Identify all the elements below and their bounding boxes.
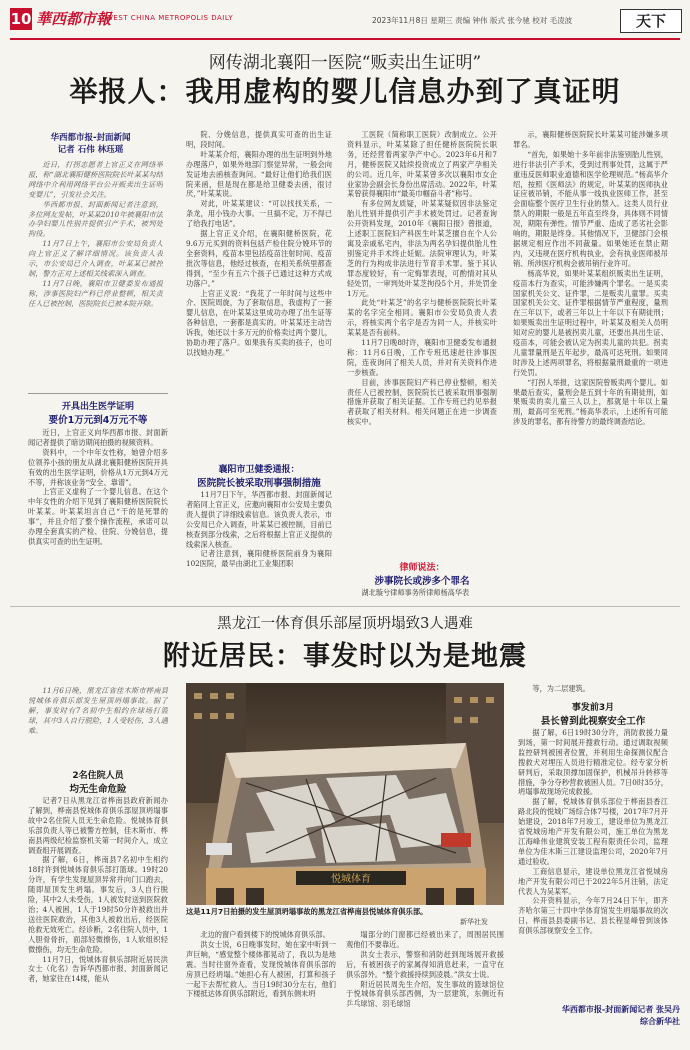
photo-caption: 这是11月7日拍摄的发生屋顶坍塌事故的黑龙江省桦南县悦城体育俱乐部。 (186, 907, 428, 916)
article1-col3-body: 工医院（简称职工医院）改制成立。公开资料显示，叶某某除了担任健桥医院院长职务，还经营着两家孕产中心。2023年6月和7月，健桥医院又陆续投资成立了两家产孕相关的公司。近几年，叶某某曾多次以襄阳市女企业家协会副会长身份出席活动。2022年，叶某某曾获得襄阳市“最美巾帼奋斗者”称号。 有多位网友质疑，叶某某疑似因非法鉴定胎儿性别并提供引产手术被处罚过。记者查询公开资料发现，2010年《襄阳日报》曾报道，上述职工医院妇产科医生叶某芝擅自在个人公寓及亲戚私宅内，非法为两名孕妇提供胎儿性别鉴定并手术终止妊娠。法院审理认为，叶某芝的行为构成非法进行节育手术罪。鉴于其认罪态度较好，有一定悔罪表现，可酌情对其从轻处罚，一审判处叶某芝拘役5个月，并处罚金1万元。 此处“叶某芝”的名字与健桥医院院长叶某某的名字完全相同。襄阳市公安局负责人表示，将核实两个名字是否为同一人，并核实叶某某是否有前科。 11月7日晚8时许，襄阳市卫健委发布通报称：11月6日晚，工作专班迅速赶往涉事医院，连夜询问了相关人员，并对有关资料作进一步核查。 目前，涉事医院妇产科已停业整顿，相关责任人已被控制，医院院长已被采取刑事强制措施并获取了相关证据。工作专班已约见举报者获取了相关材料。相关问题正在进一步调查核实中。 (347, 130, 497, 427)
masthead (0, 0, 690, 42)
article1-subtitle: 网传湖北襄阳一医院“贩卖出生证明” (208, 53, 482, 73)
article2-lead: 11月6日晚，黑龙江省佳木斯市桦南县悦城体育俱乐部发生屋顶坍塌事故。据了解，事发时有7名初中生相约在球场打篮球，其中3人自行脱险，1人受轻伤，3人遇难。 (28, 686, 168, 735)
collapsed-building-image (186, 683, 504, 905)
article1-col1-body: 近日，上官正义向华西都市报、封面新闻记者提供了暗访期间拍摄的视频资料。 资料中，一个中年女性称，她曾介绍多位领养小孩的朋友从湖北襄阳健桥医院开具有效的出生医学证明，价格从1万元到4万元不等，并称该业务“安全、靠谱”。 上官正义虚构了一个婴儿信息。在这个中年女性的介绍下见到了襄阳健桥医院院长叶某某。叶某某坦言自己“干的是死罪的事”，并且介绍了整个操作流程，承诺可以办理全套真实的产检、住院、分娩信息，提供真实可查的出生证明。 (28, 428, 168, 546)
article-separator (10, 606, 680, 607)
article2-col3-body: 塌部分的门窗都已经被出来了，周围居民围观他们不要靠近。 洪女士表示，警察和消防赶到现场展开救援后，有被困孩子的家属得知消息赶来，一直守在俱乐部外。“整个救援持续到凌晨。”洪女士说。 附近居民周先生介绍，发生事故的篮球馆位于悦城体育俱乐部西侧，为一层建筑，东侧近有乒乓球馆、羽毛球馆 (346, 930, 504, 1009)
section-tag: 天下 (620, 9, 682, 33)
article1-col2-body: 院、分娩信息，提供真实可查的出生证明，段时间。 叶某某介绍，襄阳办理的出生证明到外地办理落户，如果外地部门察觉异常，一般会向发证地去函核查询问。“最好让他们给我们医院来函，但是现在都是给卫健委去函，很讨厌，”叶某某说。 对此，叶某某建议：“可以找找关系，一条龙，用小钱办大事。一旦搞不定，万不得已了给我打电话”。 据上官正义介绍，在襄阳健桥医院，花9.6万元买到的资料包括产检住院分娩环节的全套资料，疫苗本里包括疫苗注射时间、疫苗批次等信息，他经过核查，在相关系统里都查得到，“至少有五六个孩子已通过这种方式成功落户。” 上官正义说：“我花了一年时间与这些中介、医院周旋，为了套取信息，我虚构了一套婴儿信息，在叶某某这里成功办理了出生证等各种信息，一套都是真实的。叶某某还主动告诉我，她还以十多万元的价格卖过两个婴儿，协助办理了落户。如果我有买卖的孩子，也可以找她办理。” (186, 130, 332, 357)
article1-subhead-1: 开具出生医学证明 要价1万元到4万元不等 (48, 402, 148, 426)
article1-subhead-2: 襄阳市卫健委通报： 医院院长被采取刑事强制措施 (197, 465, 321, 489)
article2-col4-body: 据了解，6日19时30分许，消防救援力量到场，第一时间展开搜救行动。通过调取视频监控研判被困者位置，并利用生命探测仪配合搜救犬对埋压人员进行精准定位。经专家分析研判后，采取顶撑加固保护，机械吊升转移等措施，争分夺秒营救被困人员。7日0时35分，坍塌事故现场完成救援。 据了解，悦城体育俱乐部位于桦南县香江路北段的悦城广场综合体7号楼，2017年7月开始建设，2018年7月竣工，建设单位为黑龙江省悦城房地产开发有限公司，施工单位为黑龙江海峰伟业建筑安装工程有限责任公司，监理单位为佳木斯三江建设监理公司，2020年7月通过验收。 工商信息显示，建设单位黑龙江省悦城房地产开发有限公司已于2022年5月注销，法定代表人为吴某军。 公开资料显示，今年7月24日下午，即齐齐哈尔第三十四中学体育馆发生坍塌事故的次日，桦南县县委副书记、县长程显峰曾到该体育俱乐部视察安全工作。 (518, 728, 668, 936)
article1-subhead-3: 律师说法： 涉事院长或涉多个罪名 (374, 563, 470, 587)
article2-subhead-1: 2名住院人员 均无生命危险 (69, 771, 127, 795)
article2-byline: 华西都市报-封面新闻记者 张吴丹 综合新华社 (561, 1005, 680, 1026)
article1-col4-body: 示，襄阳健桥医院院长叶某某可能涉嫌多项罪名。 “首先，如果她十多年前非法鉴别胎儿性别，进行非法引产手术，受到过刑事处罚，这属于严重违反医师职业道德和医学伦理规范。”杨高华介绍，按照《医师法》的规定，叶某某的医师执业证应被吊销，不能从事一线执业医师工作，甚至会面临整个医疗卫生行业的禁入。这类人员行业禁入的期限一般是五年直至终身，具体则不同情况，期限有弹性。情节严重、造成了恶劣社会影响的，期限是终身。其他情况下，卫健部门会根据规定相应作出不同裁量。如果她还在禁止期内，又违规在医疗机构执业，会有执业医师被吊销、所涉医疗机构会被吊销行业许可。 杨高华说，如果叶某某组织贩卖出生证明，疫苗本行为查实，可能涉嫌两个罪名。一是买卖国家机关公文、证件罪，二是贩卖儿童罪。买卖国家机关公文、证件罪根据情节严重程度，量刑在三年以下，或者三年以上十年以下有期徒刑；如果贩卖出生证明过程中，叶某某及相关人员明知对应的婴儿是被拐卖儿童，还要出具出生证、疫苗本，可能会被认定为拐卖儿童的共犯。拐卖儿童罪量刑是五年起步，最高可达死刑。如果同时涉及上述两项罪名，将根据量刑最重的一项进行处罚。 “打拐人举报，这家医院曾贩卖两个婴儿。如果最后查实，量刑会是五到十年的有期徒刑，如果贩卖的卖儿童三人以上，那就是十年以上量刑，最高可至死刑。”杨高华表示，上述所有可能涉及的罪名，都有待警方的最终调查结论。 (513, 130, 668, 427)
divider (28, 393, 168, 394)
paper-english-name: WEST CHINA METROPOLIS DAILY (106, 14, 234, 22)
article2-subhead-2: 事发前3月 县长曾到此视察安全工作 (540, 703, 646, 727)
article1-col3-tail: 湖北璇兮律师事务所律师杨高华表 (361, 588, 470, 597)
date-editor-line: 2023年11月8日 星期三 责编 钟伟 版式 张今驰 校对 毛凌波 (372, 16, 573, 25)
article1-title: 举报人：我用虚构的婴儿信息办到了真证明 (69, 75, 621, 108)
article1-col2-tail: 11月7日下午，华西都市报、封面新闻记者陷同上官正义，应邀向襄阳市公安局主要负责人提供了详细线索信息。该负责人表示，市公安局已介入调查，叶某某已被控制，目前已核查到部分线索，之后将根据上官正义提供的线索深入核查。 记者注意到，襄阳健桥医院前身为襄阳102医院，最早由湖北工业集团职 (186, 490, 332, 569)
article1-lead: 近日，打拐志愿者上官正义在网络举报，称“湖北襄阳健桥医院院长叶某某勾结网络中介利用网络平台公开贩卖出生证明变婴儿”，引发社会关注。 华西都市报、封面新闻记者注意到，多位网友发帖，叶某某2010年被襄阳市法办孕妇婴儿性别并提供引产手术，被判处拘役。 11月7日上午，襄阳市公安局负责人向上官正义了解详细情况。该负责人表示，市公安局已介入调查，叶某某已被控制，警方正对上述相关线索深入调查。 11月7日晚，襄阳市卫健委发布通报称，涉事医院妇产科已停业整顿，相关责任人已被控制，医院院长已被本院开除。 (28, 160, 163, 308)
page-number: 10 (10, 10, 32, 28)
article2-col4-top: 等，为二层建筑。 (532, 684, 590, 693)
article2-subtitle: 黑龙江一体育俱乐部屋顶坍塌致3人遇难 (217, 616, 473, 632)
photo-credit: 新华社发 (460, 918, 488, 926)
collapsed-roof-photo (186, 683, 504, 905)
photo-sign-text: 悦城体育 (331, 874, 371, 885)
masthead-rule (10, 38, 680, 40)
paper-logo: 華西都市報 (36, 10, 112, 28)
article1-byline: 华西都市报-封面新闻 记者 石伟 林珏瑶 (50, 133, 131, 155)
article2-title: 附近居民：事发时以为是地震 (163, 641, 527, 672)
article2-col1-body: 记者7日从黑龙江省桦南县政府新闻办了解到，桦南县悦城体育俱乐部屋顶坍塌事故中2名住院人员无生命危险。悦城体育俱乐部负责人等已被警方控制，佳木斯市、桦南县两级纪检监察机关第一时间介入，成立调查组开展调查。 据了解，6日，桦南县7名初中生相约18时许到悦城体育俱乐部打篮球。19时20分许，有学生发现屋顶异常并向门口跑去，随即屋顶发生坍塌。事发后，3人自行脱险，其中2人未受伤，1人被发时送到医院救治；4人被困，1人于19时50分许被救出并送往医院救治，其他3人被救出后，经医院抢救无效死亡。经诊断，2名住院人员中，1人胆骨骨折，面部轻微擦伤，1人软组织轻微擦伤，均无生命危险。 11月7日，悦城体育俱乐部附近居民洪女士（化名）告诉华西都市报、封面新闻记者，她家住在14楼，能从 (28, 796, 168, 984)
article2-col2-body: 北边的窗户看到楼下的悦城体育俱乐部。 洪女士说，6日晚事发时，她在家中听到一声巨响，“感觉整个楼体都晃动了，我以为是地震。当时往窗外查看，发现悦城体育俱乐部的房顶已经坍塌。”她担心有人被困，打算和孩子一起下去帮忙救人。当日19时30分左右，他们下楼抵达体育俱乐部附近，看到东侧未坍 (186, 930, 336, 999)
